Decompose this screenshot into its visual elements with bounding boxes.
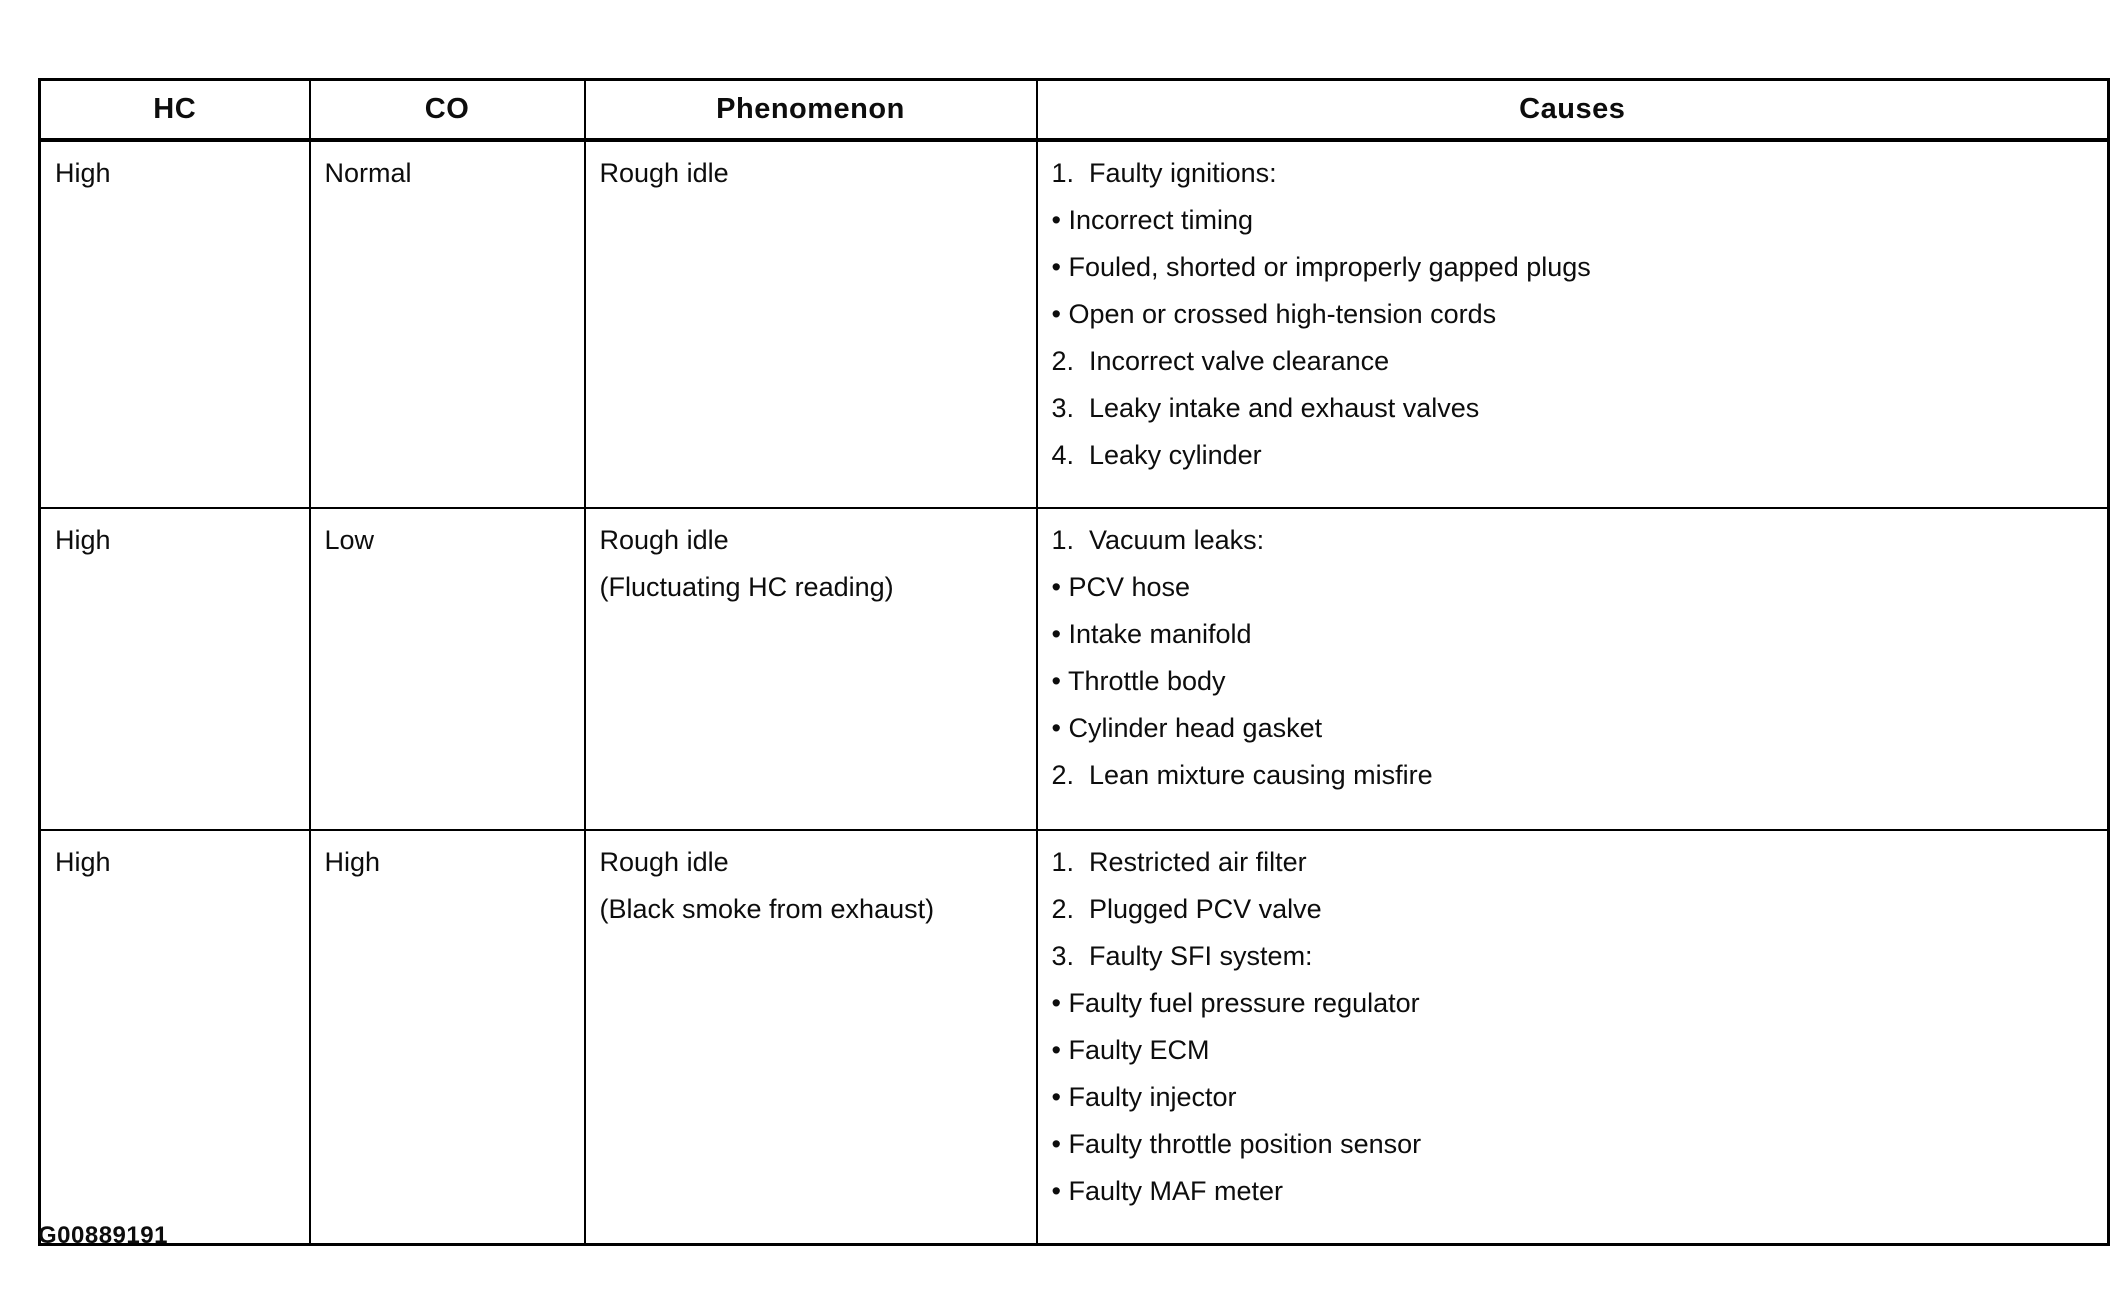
hc-value: High bbox=[55, 158, 111, 188]
cause-line: • Faulty ECM bbox=[1051, 1035, 1210, 1065]
causes-cell bbox=[1037, 830, 2109, 1245]
phenomenon-line: Rough idle bbox=[599, 158, 729, 188]
table-row bbox=[40, 140, 2109, 508]
cause-line: • Faulty injector bbox=[1051, 1082, 1237, 1112]
hc-value: High bbox=[55, 525, 111, 555]
cause-line: • Fouled, shorted or improperly gapped plugs bbox=[1051, 252, 1591, 282]
table-row bbox=[40, 830, 2109, 1245]
emissions-diagnostic-table bbox=[38, 78, 2110, 1246]
col-header-co: CO bbox=[310, 80, 585, 141]
cause-line: 1. Vacuum leaks: bbox=[1051, 525, 1265, 555]
co-cell bbox=[310, 508, 585, 830]
co-cell bbox=[310, 140, 585, 508]
cause-line: • PCV hose bbox=[1051, 572, 1191, 602]
cause-line: 3. Leaky intake and exhaust valves bbox=[1051, 393, 1480, 423]
cause-line: 2. Plugged PCV valve bbox=[1051, 894, 1322, 924]
col-header-causes: Causes bbox=[1037, 80, 2109, 141]
cause-line: • Cylinder head gasket bbox=[1051, 713, 1323, 743]
cause-line: 3. Faulty SFI system: bbox=[1051, 941, 1313, 971]
phenomenon-cell bbox=[585, 140, 1037, 508]
co-value: High bbox=[324, 847, 381, 877]
cause-line: 1. Restricted air filter bbox=[1051, 847, 1307, 877]
cause-line: • Incorrect timing bbox=[1051, 205, 1254, 235]
cause-line: 2. Incorrect valve clearance bbox=[1051, 346, 1390, 376]
phenomenon-line: (Fluctuating HC reading) bbox=[599, 572, 894, 602]
figure-id: G00889191 bbox=[38, 1222, 168, 1249]
cause-line: • Faulty throttle position sensor bbox=[1051, 1129, 1422, 1159]
co-value: Normal bbox=[324, 158, 412, 188]
causes-cell bbox=[1037, 140, 2109, 508]
causes-cell bbox=[1037, 508, 2109, 830]
cause-line: • Open or crossed high-tension cords bbox=[1051, 299, 1497, 329]
phenomenon-line: Rough idle bbox=[599, 525, 729, 555]
table-row bbox=[40, 508, 2109, 830]
hc-cell bbox=[40, 140, 310, 508]
hc-cell bbox=[40, 830, 310, 1245]
cause-line: 1. Faulty ignitions: bbox=[1051, 158, 1277, 188]
phenomenon-line: (Black smoke from exhaust) bbox=[599, 894, 935, 924]
cause-line: • Faulty fuel pressure regulator bbox=[1051, 988, 1420, 1018]
co-value: Low bbox=[324, 525, 375, 555]
phenomenon-cell bbox=[585, 508, 1037, 830]
col-header-hc: HC bbox=[40, 80, 310, 141]
cause-line: 4. Leaky cylinder bbox=[1051, 440, 1262, 470]
cause-line: • Faulty MAF meter bbox=[1051, 1176, 1283, 1206]
header-row bbox=[40, 80, 2109, 141]
co-cell bbox=[310, 830, 585, 1245]
phenomenon-cell bbox=[585, 830, 1037, 1245]
cause-line: • Throttle body bbox=[1051, 666, 1226, 696]
hc-value: High bbox=[55, 847, 111, 877]
hc-cell bbox=[40, 508, 310, 830]
cause-line: • Intake manifold bbox=[1051, 619, 1252, 649]
phenomenon-line: Rough idle bbox=[599, 847, 729, 877]
col-header-phenomenon: Phenomenon bbox=[585, 80, 1037, 141]
cause-line: 2. Lean mixture causing misfire bbox=[1051, 760, 1433, 790]
